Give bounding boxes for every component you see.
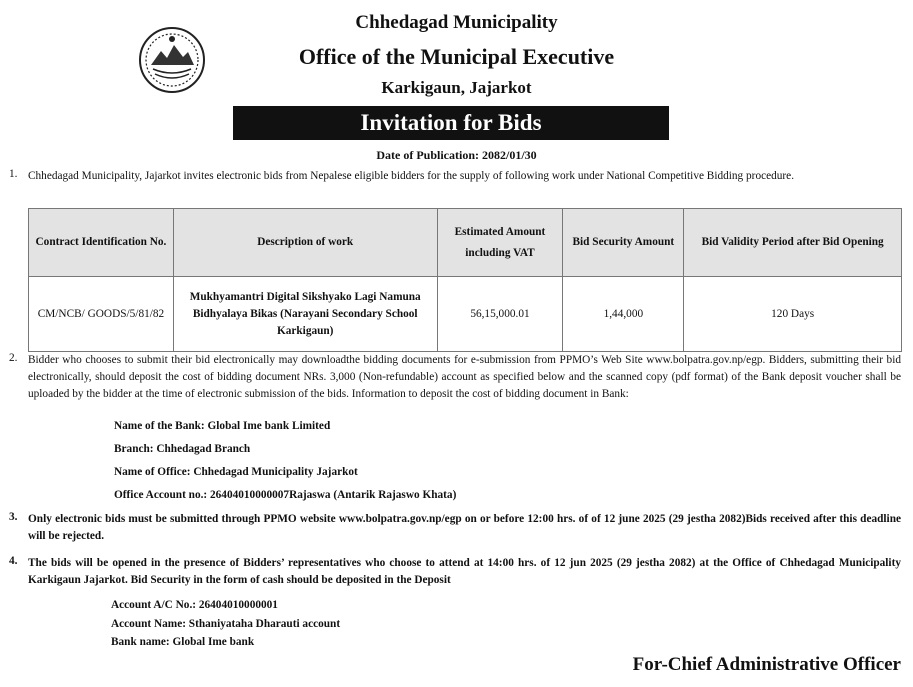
work-description-cell: Mukhyamantri Digital Sikshyako Lagi Namuna Bidhyalaya Bikas (Narayani Secondary School Karkigaun) [173, 277, 437, 352]
signoff: For-Chief Administrative Officer [632, 654, 901, 675]
office-name-line: Name of Office: Chhedagad Municipality Jajarkot [114, 466, 358, 478]
notice-title-banner [233, 106, 669, 140]
point-1-text: Chhedagad Municipality, Jajarkot invites electronic bids from Nepalese eligible bidders for the supply of following work under National Competitive Bidding procedure. [28, 170, 795, 182]
column-header: Bid Validity Period after Bid Opening [684, 209, 902, 277]
office-account-line: Office Account no.: 26404010000007Rajaswa (Antarik Rajaswo Khata) [114, 489, 457, 501]
column-header: Description of work [173, 209, 437, 277]
estimated-amount-cell: 56,15,000.01 [437, 277, 563, 352]
point-1-number: 1. [9, 168, 18, 180]
point-4-number: 4. [9, 555, 18, 567]
deposit-account-number-line: Account A/C No.: 26404010000001 [111, 599, 278, 611]
deposit-account-name-line: Account Name: Sthaniyataha Dharauti account [111, 618, 341, 630]
point-2-number: 2. [9, 352, 18, 364]
municipality-name: Chhedagad Municipality [355, 12, 558, 33]
point-3-number: 3. [9, 511, 18, 523]
office-name: Office of the Municipal Executive [298, 44, 615, 69]
point-3-text: Only electronic bids must be submitted through PPMO website www.bolpatra.gov.np/egp on or before 12:00 hrs. of of 12 june 2025 (29 jestha 2082)Bids received after this deadline will be rejected. [28, 513, 901, 542]
bid-security-cell: 1,44,000 [563, 277, 684, 352]
validity-period-cell: 120 Days [684, 277, 902, 352]
table-row [29, 277, 902, 352]
office-address: Karkigaun, Jajarkot [381, 78, 532, 97]
publication-date-label: Date of Publication: [376, 148, 479, 162]
column-header: Estimated Amount including VAT [437, 209, 563, 277]
publication-date: 2082/01/30 [481, 148, 537, 162]
bank-name-line: Name of the Bank: Global Ime bank Limited [114, 420, 331, 432]
contract-id-cell: CM/NCB/ GOODS/5/81/82 [29, 277, 174, 352]
bid-table [28, 208, 902, 352]
column-header: Contract Identification No. [29, 209, 174, 277]
point-2-text: Bidder who chooses to submit their bid electronically may downloadthe bidding documents for e-submission from PPMO’s Web Site www.bolpatra.gov.np/egp. Bidders, submitting their bid electronically, should deposit the cost of bidding document NRs. 3,000 (Non-refundable) account as specified below and the scanned copy (pdf format) of the Bank deposit voucher shall be uploaded by the bidder at the time of electronic submission of the bids. Information to deposit the cost of bidding document in Bank: [28, 354, 901, 400]
table-header-row [29, 209, 902, 277]
column-header: Bid Security Amount [563, 209, 684, 277]
notice-title: Invitation for Bids [360, 110, 542, 135]
bank-branch-line: Branch: Chhedagad Branch [114, 443, 251, 455]
deposit-bank-name-line: Bank name: Global Ime bank [111, 636, 255, 648]
publication-date-line [0, 148, 913, 163]
point-4-text: The bids will be opened in the presence of Bidders’ representatives who choose to attend at 14:00 hrs. of 12 jun 2025 (29 jestha 2082) at the Office of Chhedagad Municipality Karkigaun Jajarkot. Bid Security in the form of cash should be deposited in the Deposit [28, 557, 901, 586]
